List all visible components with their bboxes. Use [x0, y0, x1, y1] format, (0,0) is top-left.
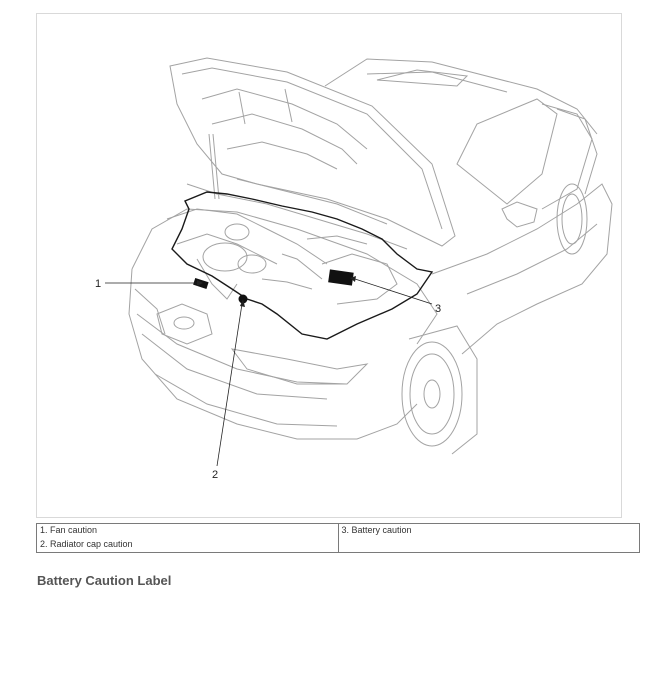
legend-empty-cell: [338, 538, 640, 553]
legend-row: [37, 524, 640, 539]
legend-table: [36, 523, 640, 553]
battery-caution-label-mark: [328, 269, 354, 285]
section-heading: Battery Caution Label: [37, 573, 172, 588]
legend-radiator-cap-caution: 2. Radiator cap caution: [37, 538, 339, 553]
legend-battery-caution: 3. Battery caution: [338, 524, 640, 539]
callout-3-number: 3: [435, 303, 442, 315]
callout-2-number: 2: [212, 469, 219, 481]
engine-bay-illustration-frame: [36, 13, 622, 518]
car-body-linework: [129, 58, 612, 454]
car-engine-bay-illustration: [37, 14, 623, 519]
legend-row: [37, 538, 640, 553]
callout-1-number: 1: [95, 278, 102, 290]
legend-fan-caution: 1. Fan caution: [37, 524, 339, 539]
